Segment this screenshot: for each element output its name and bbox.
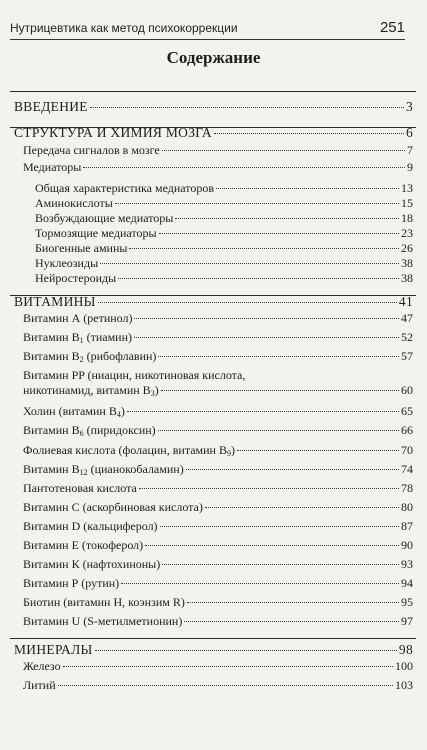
toc-entry[interactable] bbox=[23, 519, 413, 534]
toc-entry-title: Общая характеристика медиаторов bbox=[35, 181, 215, 195]
toc-entry-line1[interactable]: Витамин PP (ниацин, никотиновая кислота, bbox=[23, 368, 246, 382]
toc-entry-title: Витамин Е (токоферол) bbox=[23, 538, 144, 552]
toc-entry[interactable] bbox=[23, 404, 413, 422]
toc-entry-title: Витамин С (аскорбиновая кислота) bbox=[23, 500, 203, 514]
toc-entry[interactable] bbox=[35, 271, 413, 286]
toc-entry-title: Витамин Р (рутин) bbox=[23, 576, 120, 590]
toc-entry-page: 26 bbox=[401, 241, 413, 255]
toc-entry-page: 95 bbox=[401, 595, 413, 609]
toc-entry[interactable] bbox=[23, 349, 413, 367]
leader-dots bbox=[162, 564, 399, 565]
page-number: 251 bbox=[379, 19, 405, 36]
leader-dots bbox=[187, 602, 399, 603]
toc-entry-title: Железо bbox=[23, 659, 61, 673]
toc-entry-title: Витамин А (ретинол) bbox=[23, 311, 133, 325]
toc-entry-title: ВВЕДЕНИЕ bbox=[14, 99, 88, 114]
leader-dots bbox=[161, 390, 399, 391]
toc-entry-title: Пантотеновая кислота bbox=[23, 481, 137, 495]
toc-entry[interactable] bbox=[23, 538, 413, 553]
leader-dots bbox=[129, 248, 399, 249]
leader-dots bbox=[214, 133, 404, 134]
leader-dots bbox=[134, 318, 399, 319]
toc-entry-page: 97 bbox=[401, 614, 413, 628]
toc-entry-page: 38 bbox=[401, 271, 413, 285]
toc-entry-title: Витамин $В_1$ (тиамин) bbox=[23, 330, 133, 345]
toc-entry-title: Нейростероиды bbox=[35, 271, 117, 285]
toc-entry[interactable] bbox=[23, 311, 413, 326]
toc-entry[interactable] bbox=[23, 160, 413, 175]
toc-entry-page: 70 bbox=[401, 443, 413, 457]
toc-entry-title: Витамин $В_2$ (рибофлавин) bbox=[23, 349, 157, 364]
leader-dots bbox=[216, 188, 399, 189]
toc-entry[interactable] bbox=[35, 211, 413, 226]
toc-entry-title: Фолиевая кислота (фолацин, витамин $В_9$) bbox=[23, 443, 235, 458]
toc-entry-page: 3 bbox=[405, 99, 413, 114]
toc-entry[interactable] bbox=[23, 462, 413, 480]
toc-entry-page: 74 bbox=[401, 462, 413, 476]
toc-entry-page: 23 bbox=[401, 226, 413, 240]
toc-heading: Содержание bbox=[166, 48, 261, 67]
toc-entry[interactable] bbox=[35, 256, 413, 271]
toc-entry-title: СТРУКТУРА И ХИМИЯ МОЗГА bbox=[14, 125, 212, 140]
leader-dots bbox=[205, 507, 399, 508]
toc-entry-page: 47 bbox=[401, 311, 413, 325]
leader-dots bbox=[98, 302, 397, 303]
leader-dots bbox=[158, 356, 399, 357]
leader-dots bbox=[159, 233, 399, 234]
toc-entry[interactable] bbox=[23, 500, 413, 515]
toc-entry[interactable] bbox=[35, 226, 413, 241]
toc-entry-title: Биотин (витамин Н, коэнзим R) bbox=[23, 595, 185, 609]
toc-entry-title: Возбуждающие медиаторы bbox=[35, 211, 174, 225]
toc-entry-title: Холин (витамин $В_4$) bbox=[23, 404, 125, 419]
toc-entry-title: Витамин U (S-метилметионин) bbox=[23, 614, 183, 628]
toc-entry-page: 6 bbox=[405, 125, 413, 140]
toc-entry-page: 52 bbox=[401, 330, 413, 344]
leader-dots bbox=[58, 685, 393, 686]
toc-entry[interactable] bbox=[23, 143, 413, 158]
leader-dots bbox=[118, 278, 399, 279]
leader-dots bbox=[100, 263, 399, 264]
toc-entry[interactable] bbox=[23, 614, 413, 629]
toc-entry-title: Медиаторы bbox=[23, 160, 82, 174]
leader-dots bbox=[145, 545, 399, 546]
running-head-title: Нутрицевтика как метод психокоррекции bbox=[10, 21, 238, 35]
toc-entry-page: 100 bbox=[395, 659, 413, 673]
leader-dots bbox=[83, 167, 405, 168]
toc-entry-title: Биогенные амины bbox=[35, 241, 128, 255]
leader-dots bbox=[95, 650, 397, 651]
toc-entry-page: 66 bbox=[401, 423, 413, 437]
toc-entry[interactable] bbox=[35, 196, 413, 211]
toc-entry[interactable] bbox=[23, 383, 413, 401]
section-rule bbox=[10, 638, 416, 639]
leader-dots bbox=[121, 583, 399, 584]
toc-entry[interactable] bbox=[23, 659, 413, 674]
leader-dots bbox=[175, 218, 399, 219]
toc-entry[interactable] bbox=[23, 443, 413, 461]
toc-entry[interactable] bbox=[23, 423, 413, 441]
leader-dots bbox=[162, 150, 405, 151]
toc-entry-page: 98 bbox=[398, 642, 413, 657]
leader-dots bbox=[237, 450, 399, 451]
toc-entry[interactable] bbox=[14, 99, 413, 114]
toc-entry[interactable] bbox=[14, 642, 413, 657]
toc-entry[interactable] bbox=[35, 181, 413, 196]
toc-entry-page: 60 bbox=[401, 383, 413, 397]
toc-entry-page: 103 bbox=[395, 678, 413, 692]
toc-entry-title: никотинамид, витамин $В_3$) bbox=[23, 383, 159, 398]
leader-dots bbox=[90, 107, 404, 108]
toc-entry[interactable] bbox=[35, 241, 413, 256]
toc-entry-title: Витамин $В_{12}$ (цианокобаламин) bbox=[23, 462, 184, 477]
toc-entry-title: Витамин $В_6$ (пиридоксин) bbox=[23, 423, 156, 438]
toc-entry[interactable] bbox=[23, 481, 413, 496]
toc-entry[interactable] bbox=[23, 595, 413, 610]
leader-dots bbox=[184, 621, 399, 622]
toc-entry-title: Тормозящие медиаторы bbox=[35, 226, 157, 240]
leader-dots bbox=[115, 203, 399, 204]
toc-entry-page: 9 bbox=[407, 160, 413, 174]
toc-entry-title: ВИТАМИНЫ bbox=[14, 294, 96, 309]
toc-entry-page: 87 bbox=[401, 519, 413, 533]
toc-entry-page: 7 bbox=[407, 143, 413, 157]
toc-entry-page: 93 bbox=[401, 557, 413, 571]
section-rule bbox=[10, 91, 416, 92]
leader-dots bbox=[186, 469, 399, 470]
toc-entry-page: 90 bbox=[401, 538, 413, 552]
toc-entry[interactable] bbox=[14, 294, 413, 309]
toc-entry-page: 78 bbox=[401, 481, 413, 495]
toc-entry-title: МИНЕРАЛЫ bbox=[14, 642, 93, 657]
toc-entry-title: Витамин К (нафтохиноны) bbox=[23, 557, 161, 571]
toc-entry[interactable] bbox=[23, 330, 413, 348]
toc-entry-title: Литий bbox=[23, 678, 56, 692]
toc-entry[interactable] bbox=[23, 678, 413, 693]
leader-dots bbox=[139, 488, 399, 489]
toc-entry-page: 38 bbox=[401, 256, 413, 270]
toc-entry-page: 94 bbox=[401, 576, 413, 590]
toc-entry[interactable] bbox=[23, 576, 413, 591]
toc-entry-page: 57 bbox=[401, 349, 413, 363]
toc-entry[interactable] bbox=[14, 125, 413, 140]
running-head bbox=[10, 19, 405, 40]
leader-dots bbox=[158, 430, 399, 431]
toc-entry-page: 65 bbox=[401, 404, 413, 418]
toc-entry-page: 80 bbox=[401, 500, 413, 514]
leader-dots bbox=[134, 337, 399, 338]
toc-entry-page: 18 bbox=[401, 211, 413, 225]
toc-entry-title: Аминокислоты bbox=[35, 196, 113, 210]
toc-entry-title: Нуклеозиды bbox=[35, 256, 99, 270]
toc-entry-page: 41 bbox=[398, 294, 413, 309]
toc-entry-page: 13 bbox=[401, 181, 413, 195]
toc-entry-title: Витамин D (кальциферол) bbox=[23, 519, 158, 533]
toc-entry-title: Передача сигналов в мозге bbox=[23, 143, 160, 157]
leader-dots bbox=[63, 666, 393, 667]
leader-dots bbox=[127, 411, 399, 412]
toc-entry-page: 15 bbox=[401, 196, 413, 210]
leader-dots bbox=[160, 526, 399, 527]
toc-entry[interactable] bbox=[23, 557, 413, 572]
